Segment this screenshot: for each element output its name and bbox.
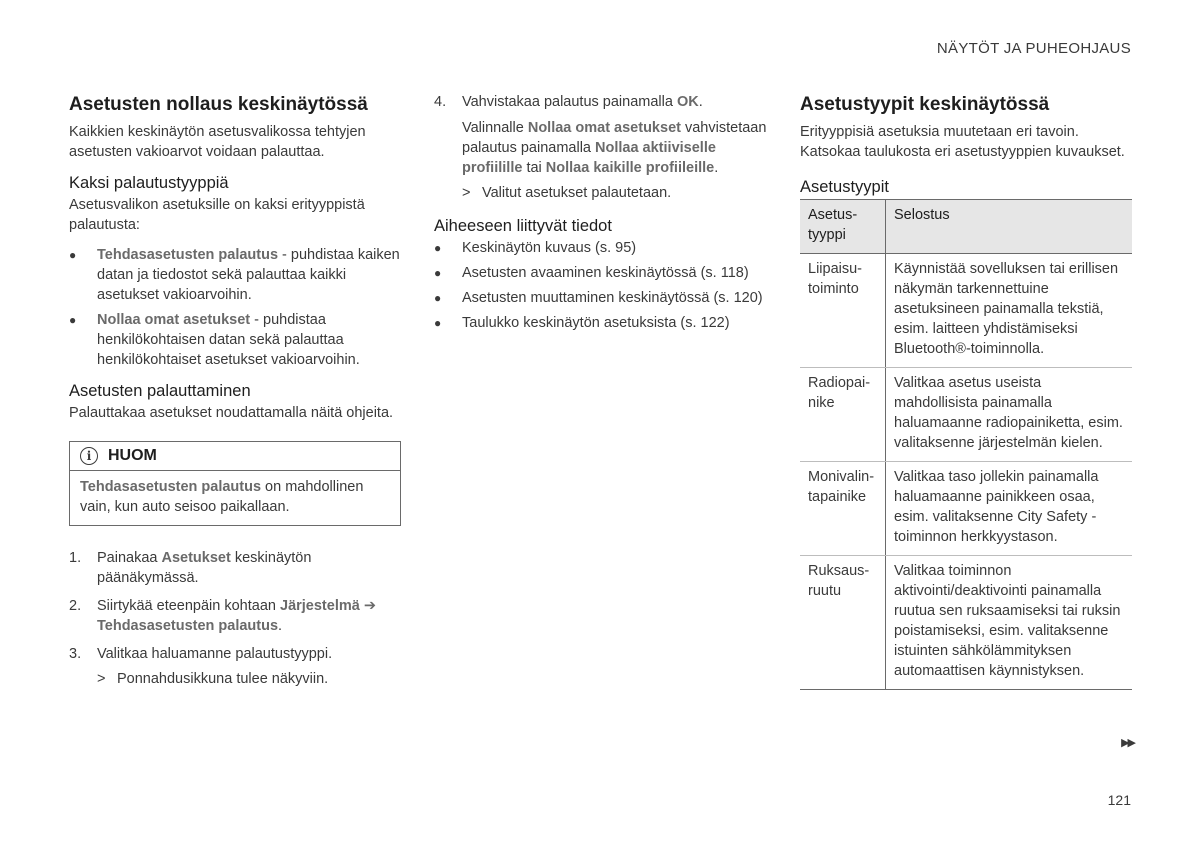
list-item: ● Nollaa omat asetukset - puhdistaa henkilökohtaisen datan sekä palauttaa henkilökohtaiset asetukset vakioarvoihin. — [69, 310, 401, 370]
result-marker: > — [97, 671, 106, 687]
note-title: HUOM — [108, 447, 157, 464]
restore-steps — [69, 548, 401, 689]
related-link[interactable]: ● Taulukko keskinäytön asetuksista (s. 122) — [434, 313, 769, 333]
restore-intro: Palauttakaa asetukset noudattamalla näitä ohjeita. — [69, 405, 394, 421]
table-row — [800, 462, 1132, 556]
list-item: ● Tehdasasetusten palautus - puhdistaa kaiken datan ja tiedostot sekä palauttaa kaikki asetukset vakioarvoihin. — [69, 245, 401, 305]
type-cell: Liipaisutoiminto — [800, 254, 886, 368]
step-result: > Valitut asetukset palautetaan. — [462, 185, 672, 201]
description-cell: Valitkaa asetus useista mahdollisista painamalla haluamaanne radiopainiketta, esim. valitaksenne järjestelmän kielen. — [886, 368, 1133, 462]
related-heading: Aiheeseen liittyvät tiedot — [434, 217, 612, 235]
step-item: 2. Siirtykää eteenpäin kohtaan Järjestelmä ➔ Tehdasasetusten palautus. — [69, 598, 376, 634]
arrow-right-icon: ➔ — [363, 598, 376, 614]
setting-types-table — [800, 199, 1132, 690]
type-cell: Radiopainike — [800, 368, 886, 462]
description-cell: Valitkaa toiminnon aktivointi/deaktivointi painamalla ruutua sen ruksaamiseksi tai ruksin poistamiseksi, esim. valitaksenne istuinten sähkölämmityksen automaattisen käynnistyksen. — [886, 556, 1133, 690]
step-subtext: Valinnalle Nollaa omat asetukset vahvistetaan palautus painamalla Nollaa aktiiviselle profiilille tai Nollaa kaikille profiileille. — [462, 120, 767, 176]
note-header — [70, 442, 400, 471]
column-1 — [69, 92, 401, 697]
description-cell: Käynnistää sovelluksen tai erillisen näkymän tarkennettuine asetuksineen painamalla tekstiä, esim. laitteen yhdistämiseksi Bluetooth®-toiminnolla. — [886, 254, 1133, 368]
type-cell: Monivalintapainike — [800, 462, 886, 556]
table-row — [800, 556, 1132, 690]
step-result: > Ponnahdusikkuna tulee näkyviin. — [97, 671, 329, 687]
table-caption: Asetustyypit — [800, 178, 889, 196]
column-header-type: Asetustyyppi — [800, 200, 886, 254]
column-header-description: Selostus — [894, 207, 950, 223]
table-row — [800, 368, 1132, 462]
note-box — [69, 441, 401, 526]
types-intro: Erityyppisiä asetuksia muutetaan eri tavoin. Katsokaa taulukosta eri asetustyyppien kuvaukset. — [800, 124, 1125, 160]
reset-types-heading: Kaksi palautustyyppiä — [69, 174, 229, 192]
step-item: 1. Painakaa Asetukset keskinäytön päänäkymässä. — [69, 550, 312, 586]
step-item: 3. Valitkaa haluamanne palautustyyppi. > Ponnahdusikkuna tulee näkyviin. — [69, 644, 401, 689]
table-header-row — [800, 200, 1132, 254]
info-icon: i — [80, 447, 98, 465]
restore-heading: Asetusten palauttaminen — [69, 382, 251, 400]
step-item: 4. Vahvistakaa palautus painamalla OK. Valinnalle Nollaa omat asetukset vahvistetaan palautus painamalla Nollaa aktiiviselle profiilille tai Nollaa kaikille profiileille. > Valitut asetukset palautetaan. — [434, 92, 769, 203]
section-header: NÄYTÖT JA PUHEOHJAUS — [936, 40, 1131, 57]
description-cell: Valitkaa taso jollekin painamalla haluamaanne painikkeen osaa, esim. valitaksenne City Safety -toiminnon herkkyystason. — [886, 462, 1133, 556]
related-link[interactable]: ● Asetusten muuttaminen keskinäytössä (s. 120) — [434, 288, 769, 308]
column-3 — [800, 92, 1132, 690]
restore-steps-continued — [434, 92, 769, 203]
page-number: 121 — [1107, 792, 1131, 808]
related-link[interactable]: ● Asetusten avaaminen keskinäytössä (s. 118) — [434, 263, 769, 283]
continue-icon: ▶▶ — [1121, 737, 1134, 749]
note-body: Tehdasasetusten palautus on mahdollinen vain, kun auto seisoo paikallaan. — [80, 479, 364, 515]
related-list — [434, 238, 769, 333]
reset-types-list — [69, 245, 401, 370]
type-cell: Ruksausruutu — [800, 556, 886, 690]
section-title-types: Asetustyypit keskinäytössä — [800, 94, 1050, 115]
related-link[interactable]: ● Keskinäytön kuvaus (s. 95) — [434, 238, 769, 258]
column-2 — [434, 92, 769, 338]
section-title-reset: Asetusten nollaus keskinäytössä — [69, 94, 368, 115]
reset-types-intro: Asetusvalikon asetuksille on kaksi erityyppistä palautusta: — [69, 197, 365, 233]
reset-intro: Kaikkien keskinäytön asetusvalikossa tehtyjen asetusten vakioarvot voidaan palauttaa. — [69, 124, 366, 160]
table-row — [800, 254, 1132, 368]
result-marker: > — [462, 185, 471, 201]
